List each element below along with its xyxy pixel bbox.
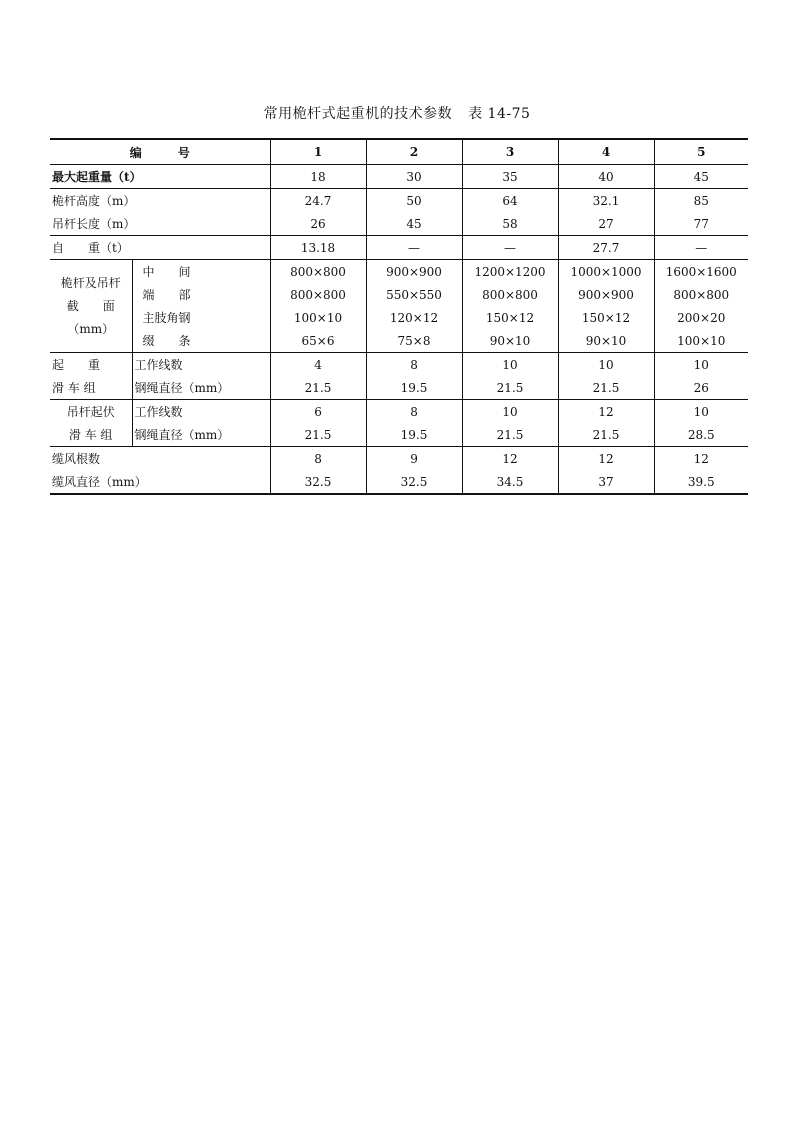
cell: 58 [462,212,558,236]
cell: 21.5 [270,423,366,447]
table-row [50,189,748,213]
cell: 150×12 [558,306,654,329]
cell: 9 [366,447,462,471]
cell: 12 [558,400,654,424]
table-row [50,236,748,260]
cell: 21.5 [558,423,654,447]
section-label-line-2: 截 面 [66,298,115,313]
cell: 28.5 [687,427,715,442]
table-row [50,400,748,424]
cell: 34.5 [462,470,558,494]
row-label-luffing-rope: 钢绳直径（mm） [132,423,270,447]
cell: 19.5 [366,376,462,400]
table-title-text: 常用桅杆式起重机的技术参数 [263,106,453,122]
table-row [50,306,748,329]
cell: 24.7 [270,189,366,213]
cell: 19.5 [366,423,462,447]
row-label-main-angle: 主肢角钢 [132,306,270,329]
cell: 12 [558,447,654,471]
cell: 1600×1600 [665,264,737,279]
table-row [50,447,748,471]
crane-parameters-table [50,138,748,495]
cell: 64 [462,189,558,213]
cell: 150×12 [462,306,558,329]
row-label-boom-length: 吊杆长度（m） [50,212,270,236]
cell: 12 [693,451,709,466]
table-row [50,329,748,353]
cell: 4 [270,353,366,377]
header-col-3: 3 [462,139,558,165]
cell: 6 [270,400,366,424]
cell: 32.1 [558,189,654,213]
section-label-line-1: 桅杆及吊杆 [60,275,121,290]
cell: — [366,236,462,260]
cell: 10 [693,357,709,372]
table-row [50,353,748,377]
cell: 32.5 [366,470,462,494]
cell: 90×10 [558,329,654,353]
header-col-2: 2 [366,139,462,165]
cell: 1000×1000 [558,260,654,284]
header-col-1: 1 [270,139,366,165]
row-label-lacing: 缀 条 [132,329,270,353]
cell: 30 [366,165,462,189]
row-label-max-load: 最大起重量（t） [50,165,270,189]
cell: 1200×1200 [462,260,558,284]
cell: 900×900 [558,283,654,306]
cell: 10 [462,353,558,377]
cell: 45 [693,169,709,184]
cell: 10 [693,404,709,419]
cell: 39.5 [687,474,715,489]
header-row [50,139,748,165]
table-row [50,212,748,236]
cell: 77 [693,216,709,231]
row-label-hoist-rope: 钢绳直径（mm） [132,376,270,400]
cell: 800×800 [270,283,366,306]
hoist-label-line-1: 起 重 [50,353,132,377]
luffing-label-line-2: 滑 车 组 [50,423,132,447]
cell: 10 [462,400,558,424]
section-label-line-3: （mm） [67,321,115,336]
cell: 12 [462,447,558,471]
cell: 21.5 [462,423,558,447]
cell: 26 [693,380,709,395]
cell: 13.18 [270,236,366,260]
cell: 65×6 [270,329,366,353]
cell: 45 [366,212,462,236]
cell: 18 [270,165,366,189]
cell: 27.7 [558,236,654,260]
cell: 10 [558,353,654,377]
cell: 35 [462,165,558,189]
cell: 900×900 [366,260,462,284]
header-col-4: 4 [558,139,654,165]
cell: 100×10 [270,306,366,329]
luffing-label-line-1: 吊杆起伏 [50,400,132,424]
cell: 120×12 [366,306,462,329]
row-label-self-weight: 自 重（t） [50,236,270,260]
cell: 21.5 [462,376,558,400]
table-row [50,165,748,189]
row-label-middle: 中 间 [132,260,270,284]
header-col-5: 5 [697,145,706,159]
cell: 26 [270,212,366,236]
cell: 800×800 [270,260,366,284]
cell: 8 [270,447,366,471]
cell: 37 [558,470,654,494]
row-label-luffing-lines: 工作线数 [132,400,270,424]
table-row [50,470,748,494]
cell: 200×20 [677,310,726,325]
cell: 100×10 [677,333,726,348]
table-row [50,376,748,400]
cell: 800×800 [462,283,558,306]
cell: 90×10 [462,329,558,353]
cell: 8 [366,353,462,377]
cell: 75×8 [366,329,462,353]
row-label-guy-diameter: 缆风直径（mm） [50,470,270,494]
row-label-guy-count: 缆风根数 [50,447,270,471]
cell: 32.5 [270,470,366,494]
header-label: 编 号 [50,139,270,165]
cell: 50 [366,189,462,213]
hoist-label-line-2: 滑 车 组 [50,376,132,400]
row-label-mast-height: 桅杆高度（m） [50,189,270,213]
table-title [0,103,794,123]
cell: 21.5 [558,376,654,400]
cell: 8 [366,400,462,424]
table-row [50,423,748,447]
cell: — [462,236,558,260]
cell: 27 [558,212,654,236]
row-label-hoist-lines: 工作线数 [132,353,270,377]
cell: 40 [558,165,654,189]
row-label-end: 端 部 [132,283,270,306]
cell: — [695,240,708,255]
cell: 800×800 [673,287,730,302]
cell: 85 [693,193,709,208]
cell: 21.5 [270,376,366,400]
table-row [50,260,748,284]
section-group-label [50,260,132,353]
table-row [50,283,748,306]
cell: 550×550 [366,283,462,306]
table-number: 表 14-75 [468,106,531,122]
